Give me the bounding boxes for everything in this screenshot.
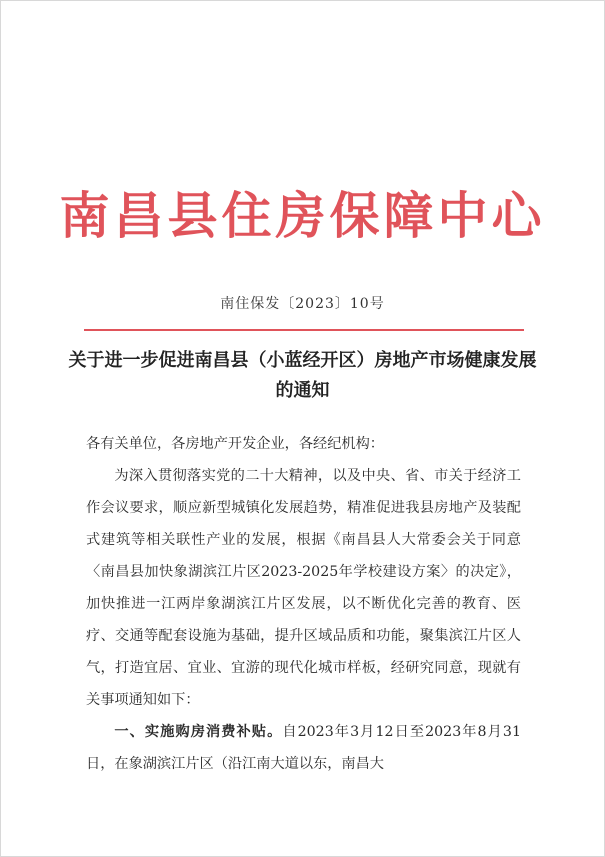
salutation: 各有关单位，各房地产开发企业，各经纪机构： (86, 436, 384, 452)
organization-header: 南昌县住房保障中心 (59, 186, 546, 245)
body-paragraph-1: 为深入贯彻落实党的二十大精神，以及中央、省、市关于经济工作会议要求，顺应新型城镇化发展趋势，精准促进我县房地产及装配式建筑等相关联性产业的发展，根据《南昌县人大常委会关于同意〈南昌县加快象湖滨江片区2023-2025年学校建设方案〉的决定》，加快推进一江两岸象湖滨江片区发展，以不断优化完善的教育、医疗、交通等配套设施为基础，提升区域品质和功能，聚集滨江片区人气，打造宜居、宜业、宜游的现代化城市样板，经研究同意，现就有关事项通知如下： (86, 468, 521, 708)
section-heading-1: 一、实施购房消费补贴。 (114, 724, 283, 740)
document-number: 南住保发〔2023〕10号 (220, 296, 385, 312)
body-paragraph-2 (86, 716, 521, 780)
notice-title: 关于进一步促进南昌县（小蓝经开区）房地产市场健康发展的通知 (68, 350, 537, 401)
section-text-1: 自2023年3月12日至2023年8月31日，在象湖滨江片区（沿江南大道以东，南昌大 (86, 724, 521, 772)
header-divider-line (84, 329, 524, 331)
